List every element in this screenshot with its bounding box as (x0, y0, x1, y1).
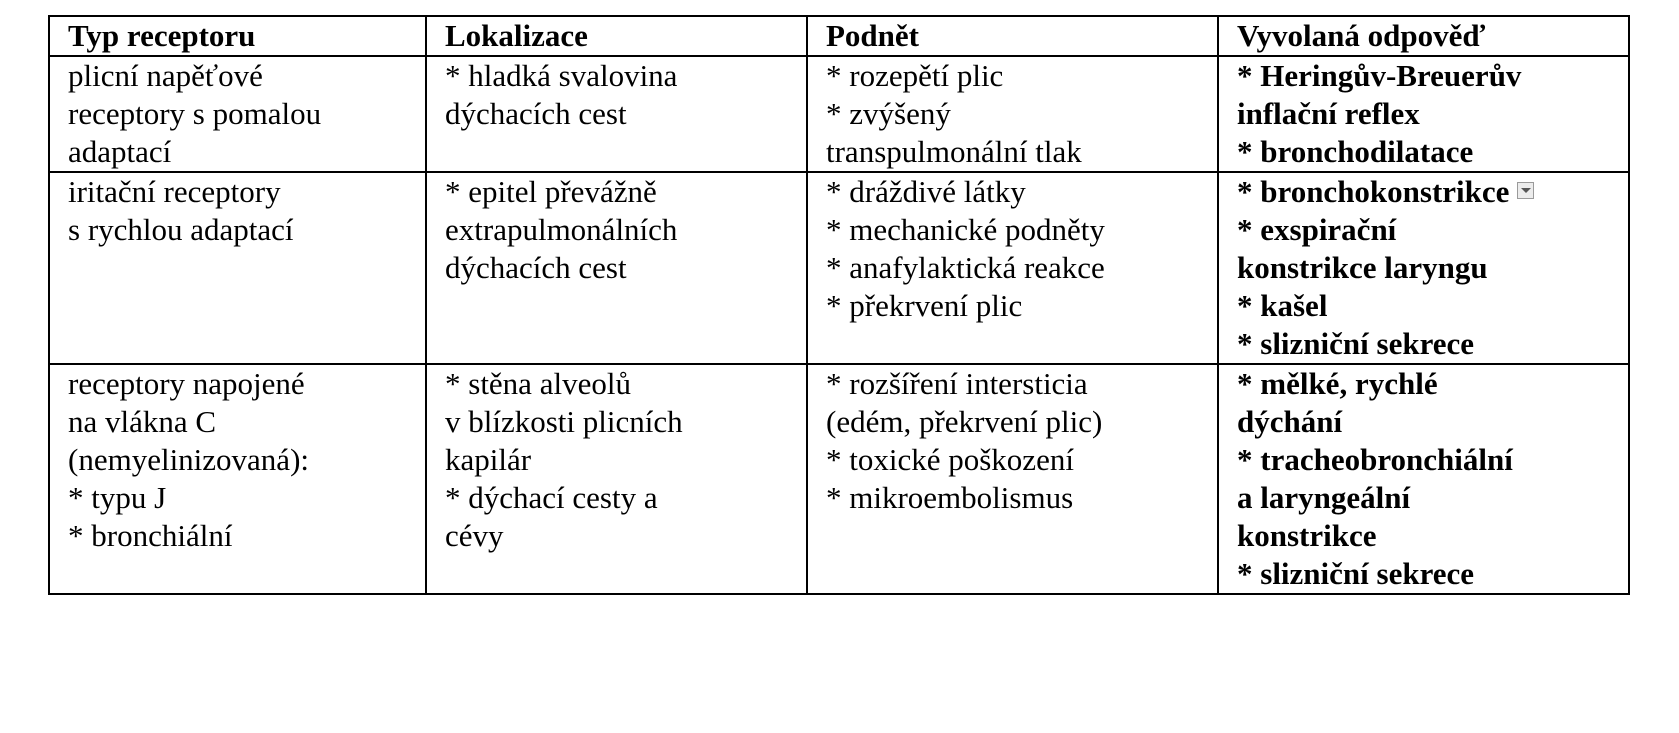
cell-line: * bronchiální (68, 518, 233, 553)
cell-line-with-dropdown (1237, 173, 1618, 211)
cell-line: plicní napěťové (68, 58, 263, 93)
cell-line: * rozšíření intersticia (826, 366, 1088, 401)
cell-line: (edém, překrvení plic) (826, 404, 1103, 439)
cell-location (426, 364, 807, 594)
cell-line: transpulmonální tlak (826, 134, 1082, 169)
cell-line: * typu J (68, 480, 167, 515)
cell-line: (nemyelinizovaná): (68, 442, 310, 477)
cell-line: v blízkosti plicních (445, 404, 683, 439)
cell-line: * toxické poškození (826, 442, 1074, 477)
cell-line-text: * bronchokonstrikce (1237, 174, 1510, 209)
cell-stimulus (807, 172, 1218, 364)
cell-line: cévy (445, 518, 504, 553)
cell-line: a laryngeální (1237, 480, 1411, 515)
cell-response (1218, 172, 1629, 364)
header-type: Typ receptoru (49, 16, 426, 56)
cell-line: * stěna alveolů (445, 366, 631, 401)
cell-line: * mikroembolismus (826, 480, 1074, 515)
cell-stimulus (807, 364, 1218, 594)
cell-line: * mechanické podněty (826, 212, 1105, 247)
cell-line: dýchání (1237, 404, 1343, 439)
cell-line: iritační receptory (68, 174, 281, 209)
header-row (49, 16, 1629, 56)
cell-line: * anafylaktická reakce (826, 250, 1105, 285)
cell-location (426, 56, 807, 172)
cell-line: * hladká svalovina (445, 58, 678, 93)
cell-line: na vlákna C (68, 404, 217, 439)
cell-line: * epitel převážně (445, 174, 657, 209)
cell-line: * bronchodilatace (1237, 134, 1474, 169)
cell-line: kapilár (445, 442, 532, 477)
cell-line: konstrikce (1237, 518, 1377, 553)
cell-line: dýchacích cest (445, 96, 627, 131)
cell-line: * slizniční sekrece (1237, 326, 1475, 361)
cell-line: * exspirační (1237, 212, 1397, 247)
header-stimulus: Podnět (807, 16, 1218, 56)
cell-line: * mělké, rychlé (1237, 366, 1438, 401)
cell-line: receptory s pomalou (68, 96, 322, 131)
header-location: Lokalizace (426, 16, 807, 56)
table-row (49, 364, 1629, 594)
cell-line: * slizniční sekrece (1237, 556, 1475, 591)
cell-line: konstrikce laryngu (1237, 250, 1488, 285)
dropdown-arrow-icon[interactable] (1517, 182, 1534, 199)
cell-type (49, 172, 426, 364)
cell-line: dýchacích cest (445, 250, 627, 285)
cell-line: adaptací (68, 134, 172, 169)
cell-line: * zvýšený (826, 96, 951, 131)
receptor-table (48, 15, 1630, 595)
cell-line: inflační reflex (1237, 96, 1420, 131)
cell-line: receptory napojené (68, 366, 305, 401)
cell-line: * překrvení plic (826, 288, 1023, 323)
table-row (49, 56, 1629, 172)
cell-line: * tracheobronchiální (1237, 442, 1513, 477)
cell-response (1218, 364, 1629, 594)
cell-line: * Heringův-Breuerův (1237, 58, 1522, 93)
cell-line: s rychlou adaptací (68, 212, 294, 247)
cell-line: * dýchací cesty a (445, 480, 658, 515)
cell-stimulus (807, 56, 1218, 172)
header-response: Vyvolaná odpověď (1218, 16, 1629, 56)
cell-type (49, 56, 426, 172)
cell-line: extrapulmonálních (445, 212, 678, 247)
cell-response (1218, 56, 1629, 172)
cell-type (49, 364, 426, 594)
receptor-table-wrapper (48, 15, 1630, 595)
cell-line: * dráždivé látky (826, 174, 1026, 209)
cell-line: * kašel (1237, 288, 1328, 323)
table-row (49, 172, 1629, 364)
cell-location (426, 172, 807, 364)
cell-line: * rozepětí plic (826, 58, 1004, 93)
